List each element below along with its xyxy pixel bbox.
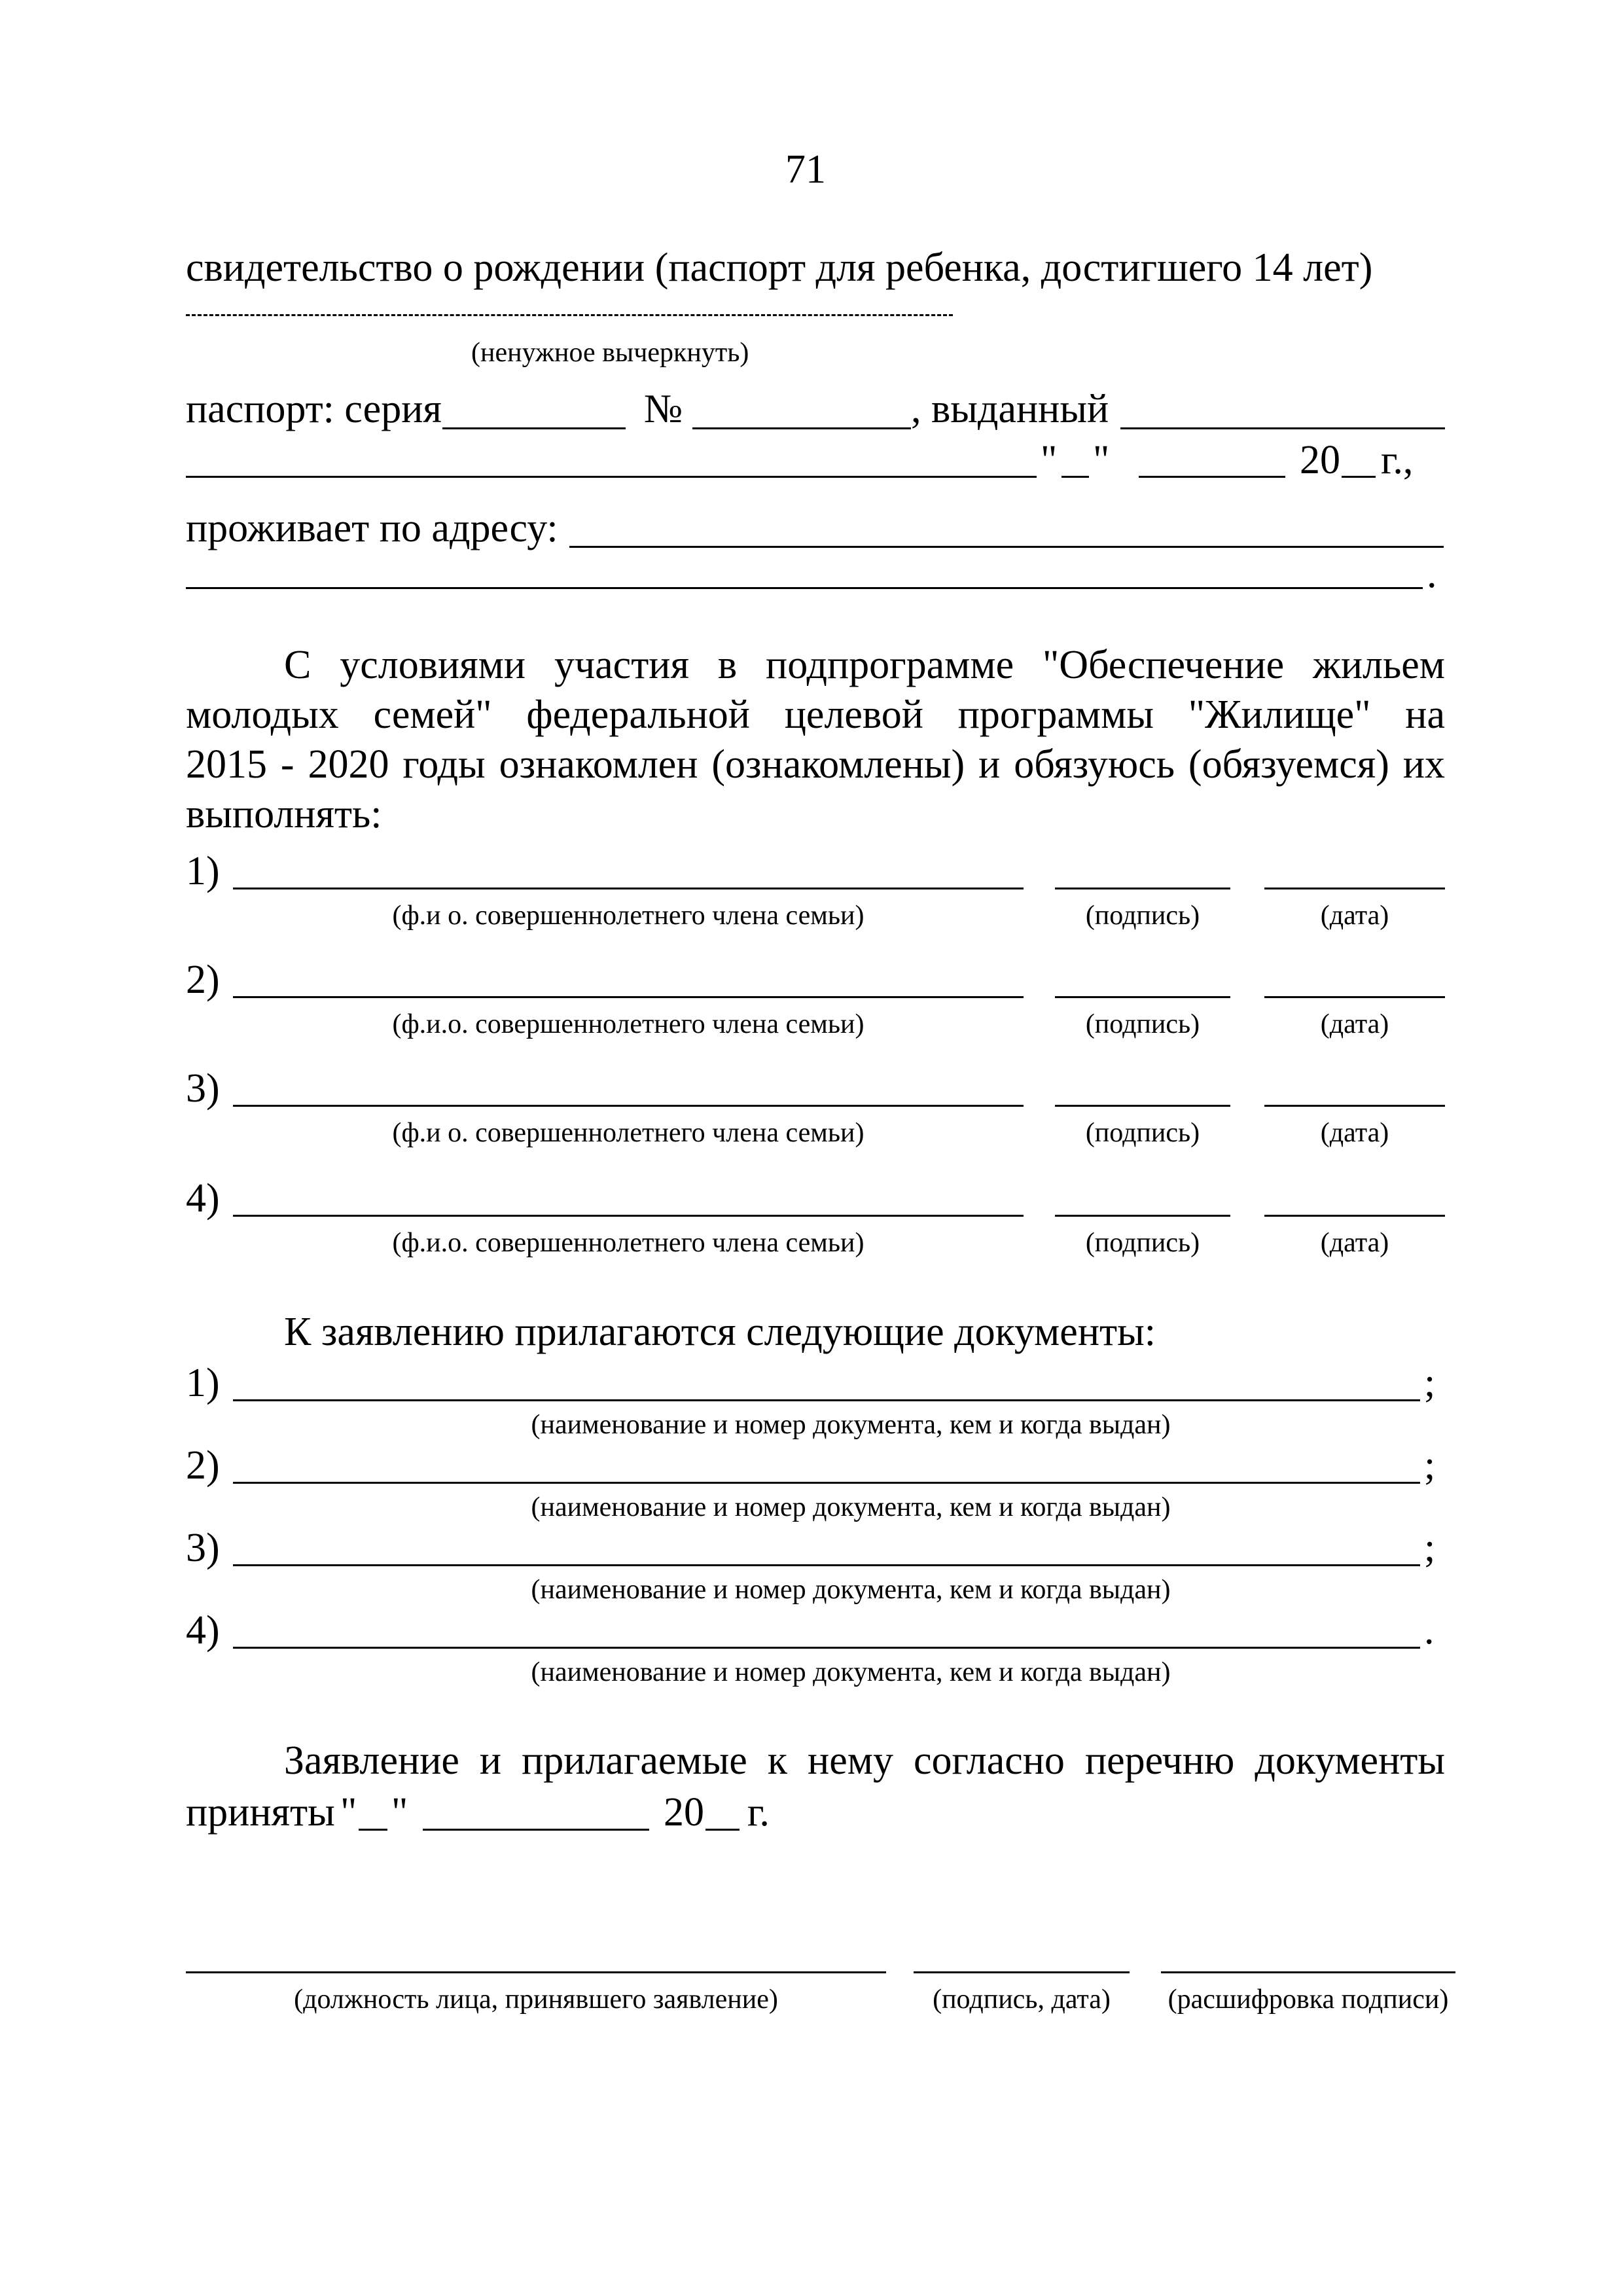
attachment-caption: (наименование и номер документа, кем и когда выдан)	[531, 1492, 1171, 1522]
sign-date-caption: (подпись, дата)	[933, 1984, 1111, 2015]
strike-note: (ненужное вычеркнуть)	[471, 338, 749, 368]
member-number: 3)	[186, 1066, 220, 1111]
accepted-day-field[interactable]	[359, 1829, 387, 1831]
position-caption: (должность лица, принявшего заявление)	[294, 1984, 778, 2015]
consent-paragraph	[186, 640, 1445, 839]
passport-month-field[interactable]	[1139, 476, 1285, 478]
dashed-divider	[186, 314, 953, 316]
decode-field[interactable]	[1161, 1971, 1455, 1973]
passport-issuer-field[interactable]	[1120, 427, 1445, 429]
member-fio-field[interactable]	[233, 996, 1024, 998]
member-date-caption: (дата)	[1320, 901, 1389, 931]
attachment-caption: (наименование и номер документа, кем и когда выдан)	[531, 1410, 1171, 1440]
number-sign: №	[644, 387, 683, 431]
passport-day-field[interactable]	[1061, 476, 1089, 478]
year-suffix: г.,	[1381, 438, 1414, 482]
member-fio-caption: (ф.и о. совершеннолетнего члена семьи)	[392, 901, 865, 931]
attachment-caption: (наименование и номер документа, кем и когда выдан)	[531, 1575, 1171, 1605]
accepted-quote-open: "	[340, 1790, 357, 1835]
member-date-field[interactable]	[1264, 1215, 1445, 1217]
passport-label: паспорт: серия	[186, 387, 442, 431]
member-signature-caption: (подпись)	[1085, 1228, 1200, 1258]
member-signature-caption: (подпись)	[1085, 1009, 1200, 1039]
date-quote-open: "	[1041, 438, 1058, 482]
attachment-field[interactable]	[233, 1399, 1420, 1401]
attachment-field[interactable]	[233, 1647, 1420, 1649]
page-number: 71	[785, 147, 826, 192]
birth-certificate-line: свидетельство о рождении (паспорт для ребенка, достигшего 14 лет)	[186, 245, 1373, 290]
attachment-field[interactable]	[233, 1564, 1420, 1566]
attachment-number: 1)	[186, 1361, 220, 1405]
member-fio-caption: (ф.и.о. совершеннолетнего члена семьи)	[392, 1009, 865, 1039]
attachment-caption: (наименование и номер документа, кем и когда выдан)	[531, 1657, 1171, 1687]
member-fio-caption: (ф.и.о. совершеннолетнего члена семьи)	[392, 1228, 865, 1258]
attachment-end: ;	[1424, 1526, 1436, 1570]
passport-series-field[interactable]	[442, 427, 626, 429]
member-signature-field[interactable]	[1055, 1105, 1230, 1107]
member-fio-field[interactable]	[233, 1105, 1024, 1107]
member-signature-field[interactable]	[1055, 1215, 1230, 1217]
issued-by-label: , выданный	[911, 387, 1109, 431]
member-fio-caption: (ф.и о. совершеннолетнего члена семьи)	[392, 1118, 865, 1148]
year-prefix: 20	[1300, 438, 1340, 482]
member-number: 1)	[186, 849, 220, 893]
accepted-year-field[interactable]	[705, 1829, 740, 1831]
member-signature-caption: (подпись)	[1085, 1118, 1200, 1148]
member-number: 4)	[186, 1176, 220, 1221]
consent-line-2: молодых семей" федеральной целевой программы "Жилище" на	[186, 692, 1445, 737]
attachment-end: .	[1424, 1608, 1435, 1653]
member-date-field[interactable]	[1264, 996, 1445, 998]
member-signature-field[interactable]	[1055, 996, 1230, 998]
accepted-paragraph	[186, 1736, 1445, 1785]
member-date-caption: (дата)	[1320, 1228, 1389, 1258]
member-fio-field[interactable]	[233, 1215, 1024, 1217]
sign-date-field[interactable]	[914, 1971, 1130, 1973]
passport-number-field[interactable]	[692, 427, 911, 429]
consent-line-3: 2015 - 2020 годы ознакомлен (ознакомлены) и обязуюсь (обязуемся) их	[186, 742, 1445, 787]
member-fio-field[interactable]	[233, 888, 1024, 889]
attachment-field[interactable]	[233, 1482, 1420, 1484]
decode-caption: (расшифровка подписи)	[1168, 1984, 1449, 2015]
member-date-field[interactable]	[1264, 1105, 1445, 1107]
attachment-end: ;	[1424, 1361, 1436, 1405]
member-signature-field[interactable]	[1055, 888, 1230, 889]
attachment-end: ;	[1424, 1443, 1436, 1488]
date-quote-close: "	[1093, 438, 1110, 482]
member-date-caption: (дата)	[1320, 1118, 1389, 1148]
address-field-2[interactable]	[186, 587, 1423, 589]
accepted-year-suffix: г.	[747, 1790, 770, 1835]
accepted-line-1: Заявление и прилагаемые к нему согласно перечню документы	[284, 1738, 1445, 1783]
address-field[interactable]	[569, 546, 1444, 548]
member-signature-caption: (подпись)	[1085, 901, 1200, 931]
attachment-number: 3)	[186, 1526, 220, 1570]
attachment-number: 4)	[186, 1608, 220, 1653]
member-date-field[interactable]	[1264, 888, 1445, 889]
consent-line-1: С условиями участия в подпрограмме "Обеспечение жильем	[284, 643, 1445, 687]
passport-issuer-field-2[interactable]	[186, 476, 1037, 478]
attachments-heading: К заявлению прилагаются следующие документы:	[284, 1310, 1156, 1354]
address-label: проживает по адресу:	[186, 506, 558, 550]
member-number: 2)	[186, 958, 220, 1002]
member-date-caption: (дата)	[1320, 1009, 1389, 1039]
accepted-month-field[interactable]	[423, 1829, 649, 1831]
accepted-label: приняты	[186, 1790, 335, 1835]
passport-year-field[interactable]	[1342, 476, 1376, 478]
consent-line-4: выполнять:	[186, 792, 382, 836]
address-end-dot: .	[1427, 552, 1437, 596]
accepted-year-prefix: 20	[664, 1790, 704, 1835]
position-field[interactable]	[186, 1971, 886, 1973]
attachment-number: 2)	[186, 1443, 220, 1488]
accepted-quote-close: "	[391, 1790, 408, 1835]
